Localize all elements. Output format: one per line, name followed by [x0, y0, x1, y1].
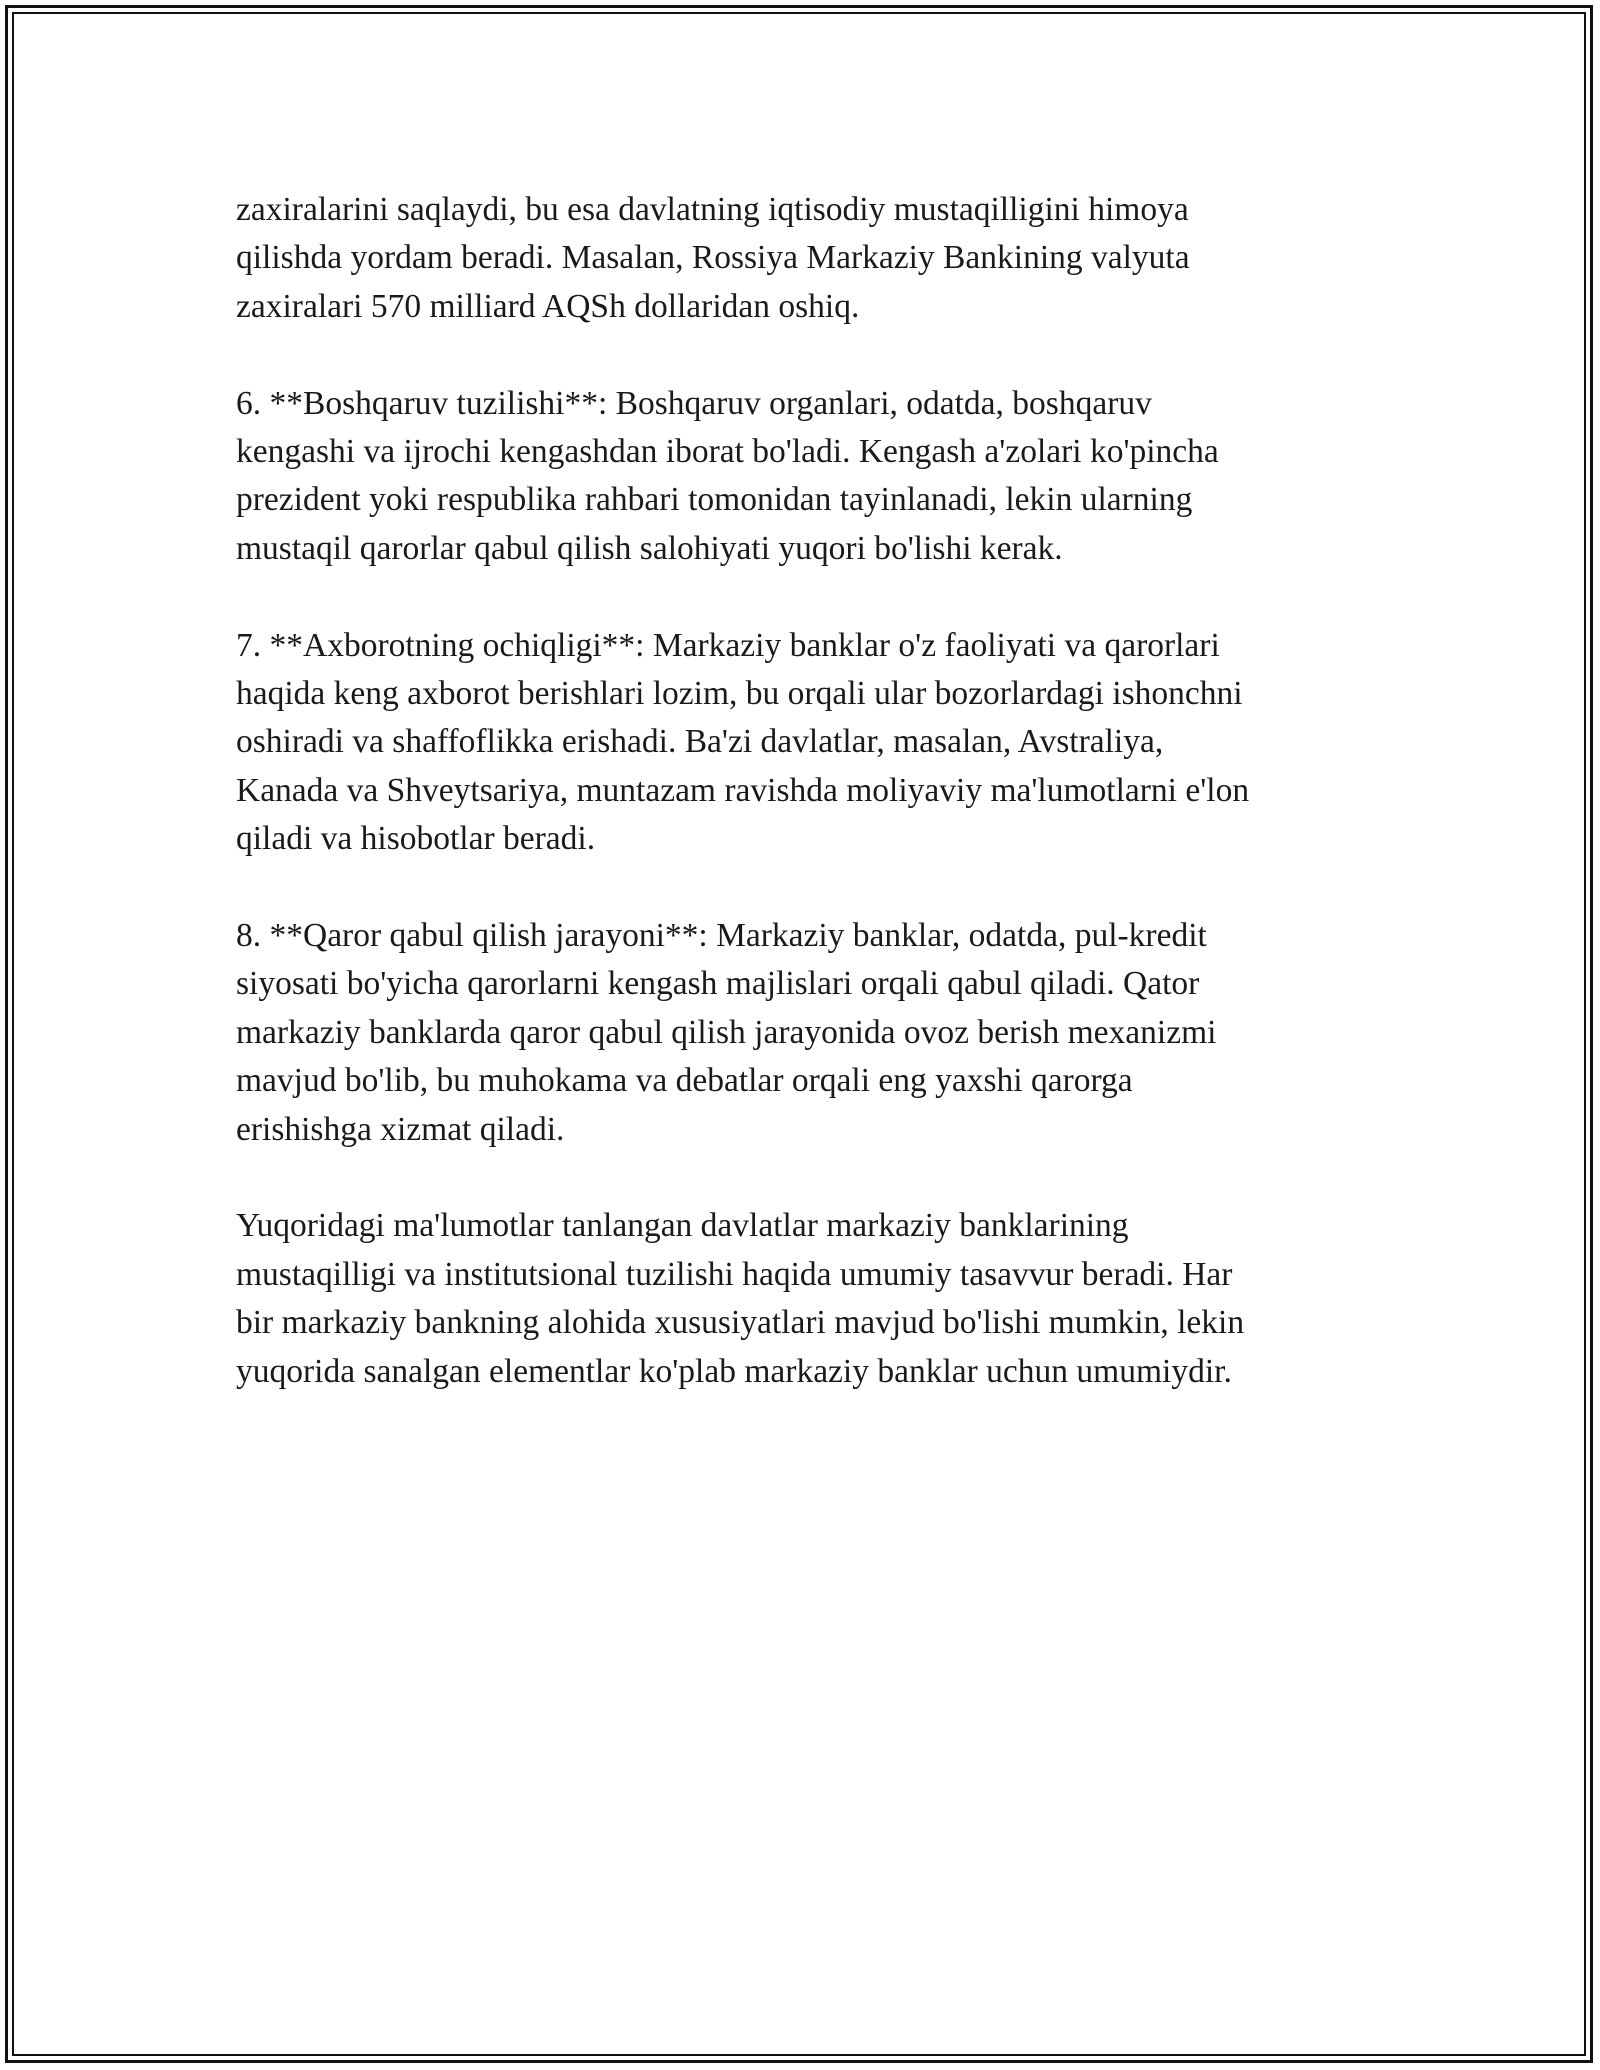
- paragraph-governance-structure: 6. **Boshqaruv tuzilishi**: Boshqaruv organlari, odatda, boshqaruv kengashi va ijrochi kengashdan iborat bo'ladi. Kengash a'zolari ko'pincha prezident yoki respublika rahbari tomonidan tayinlanadi, lekin ularning mustaqil qarorlar qabul qilish salohiyati yuqori bo'lishi kerak.: [236, 384, 1219, 567]
- paragraph-information-openness: 7. **Axborotning ochiqligi**: Markaziy banklar o'z faoliyati va qarorlari haqida keng axborot berishlari lozim, bu orqali ular bozorlardagi ishonchni oshiradi va shaffoflikka erishadi. Ba'zi davlatlar, masalan, Avstraliya, Kanada va Shveytsariya, muntazam ravishda moliyaviy ma'lumotlarni e'lon qiladi va hisobotlar beradi.: [236, 626, 1250, 858]
- document-body: [236, 186, 1386, 1444]
- paragraph-conclusion: Yuqoridagi ma'lumotlar tanlangan davlatlar markaziy banklarining mustaqilligi va institutsional tuzilishi haqida umumiy tasavvur beradi. Har bir markaziy bankning alohida xususiyatlari mavjud bo'lishi mumkin, lekin yuqorida sanalgan elementlar ko'plab markaziy banklar uchun umumiydir.: [236, 1207, 1245, 1390]
- paragraph-reserves: zaxiralarini saqlaydi, bu esa davlatning iqtisodiy mustaqilligini himoya qilishda yordam beradi. Masalan, Rossiya Markaziy Bankining valyuta zaxiralari 570 milliard AQSh dollaridan oshiq.: [236, 191, 1190, 325]
- paragraph-decision-making: 8. **Qaror qabul qilish jarayoni**: Markaziy banklar, odatda, pul-kredit siyosati bo'yicha qarorlarni kengash majlislari orqali qabul qiladi. Qator markaziy banklarda qaror qabul qilish jarayonida ovoz berish mexanizmi mavjud bo'lib, bu muhokama va debatlar orqali eng yaxshi qarorga erishishga xizmat qiladi.: [236, 917, 1217, 1148]
